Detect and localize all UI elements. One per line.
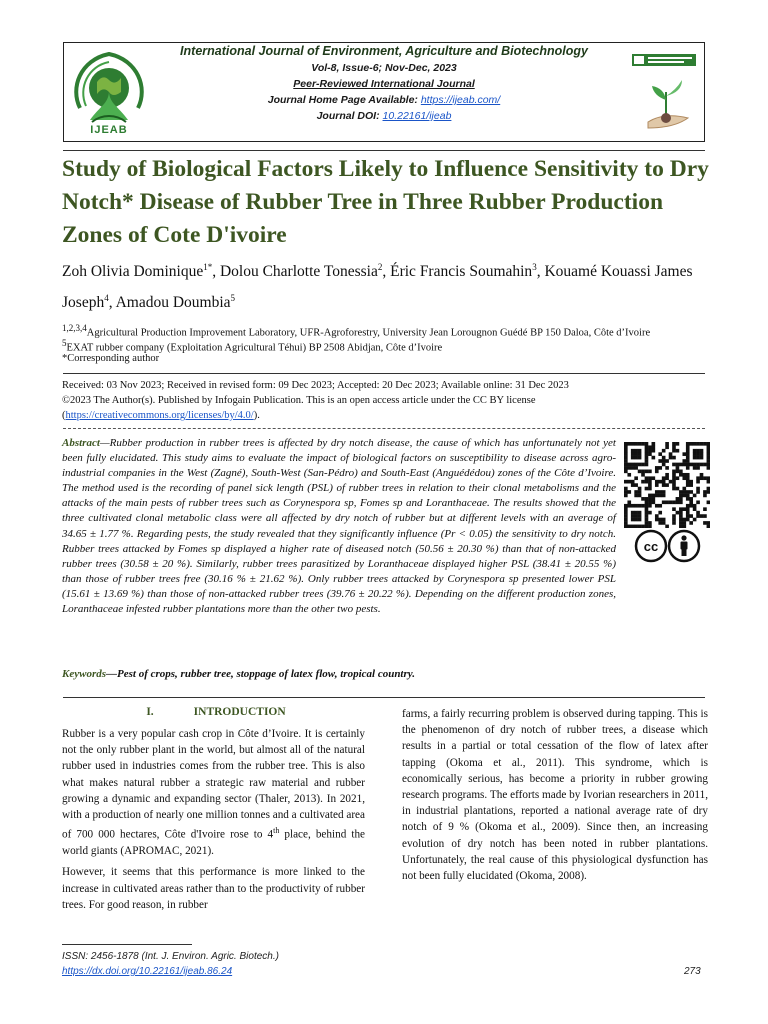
keywords-label: Keywords <box>62 668 106 680</box>
license-link[interactable]: https://creativecommons.org/licenses/by/4.0/ <box>65 410 254 421</box>
dates-divider-top <box>63 373 705 374</box>
right-column <box>402 706 708 889</box>
abstract-divider-top <box>63 428 705 429</box>
affiliation-1-text: Agricultural Production Improvement Laboratory, UFR-Agroforestry, University Jean Lorougnon Guédé BP 150 Daloa, Côte d’Ivoire <box>86 327 651 339</box>
left-column <box>62 726 365 918</box>
home-label: Journal Home Page Available: <box>267 94 421 106</box>
intro-paragraph-2: However, it seems that this performance is more linked to the increase in cultivated areas rather than to the productivity of rubber trees. For good reason, in rubber <box>62 866 365 911</box>
abstract-text: —Rubber production in rubber trees is affected by dry notch disease, the cause of which has unfortunately not yet been fully elucidated. This study aims to evaluate the impact of biological factors on susceptibility to disease across agro-industrial companies in the West (Zagné), South-West (San-Pédro) and South-East (Anguédédou) zones of the Côte d’Ivoire. The method used is the recording of panel sick length (PSL) of rubber trees in relation to their clonal metabolisms and the attacks of the main pests of rubber trees such as Corynespora sp, Fomes sp and Loranthaceae. The results showed that the three cultivated clonal metabolic class were all affected by dry notch of rubber but at different levels with an average of 34.65 ± 1.77 %. Regarding pests, the study revealed that they significantly influence (Pr < 0.05) the sensitivity to dry notch. Rubber trees attacked by Fomes sp displayed a higher rate of diseased notch (50.56 ± 20.30 %) than that of non-attacked rubber trees (30.58 ± 20 %). Similarly, rubber trees parasitized by Loranthaceae displayed higher PSL (38.41 ± 20.55 %) than those of rubber trees free (30.16 % ± 21.62 %). Only rubber trees attacked by Corynespora sp presented lower PSL (15.61 ± 13.69 %) than those of non-attacked rubber trees (39.76 ± 20.22 %). Depending on the different production zones, Loranthaceae infested rubber plantations more than the other two pests. <box>62 437 616 616</box>
journal-issue: Vol-8, Issue-6; Nov-Dec, 2023 <box>311 62 457 74</box>
keywords <box>62 668 712 680</box>
corresponding-note: *Corresponding author <box>62 353 160 364</box>
home-link[interactable]: https://ijeab.com/ <box>420 94 501 106</box>
author-list <box>62 254 712 316</box>
affiliation-1-sup: 1,2,3,4 <box>62 323 87 333</box>
cc-by-license-icon <box>634 528 702 564</box>
page-number: 273 <box>684 966 701 977</box>
author-2-sup: 2 <box>377 262 383 272</box>
doi-link[interactable]: 10.22161/ijeab <box>382 110 452 122</box>
article-dates <box>62 378 702 423</box>
author-5: , Amadou Doumbia <box>108 294 231 312</box>
intro-p1-sup: th <box>273 826 280 836</box>
received-dates: Received: 03 Nov 2023; Received in revised form: 09 Dec 2023; Accepted: 20 Dec 2023; Available online: 31 Dec 2023 <box>62 380 569 391</box>
svg-text:cc: cc <box>643 539 659 554</box>
logo-text: IJEAB <box>90 124 128 136</box>
affiliation-2-text: EXAT rubber company (Exploitation Agricultural Téhui) BP 2508 Abidjan, Côte d’Ivoire <box>66 342 443 354</box>
abstract-divider-bottom <box>63 697 705 698</box>
intro-paragraph-3: farms, a fairly recurring problem is observed during tapping. This is the phenomenon of dry notch of rubber trees, a disease which results in a partial or total cessation of the flow of latex after tapping (Okoma et al., 2011). This syndrome, which is economically serious, has become a priority in rubber growing research programs. The efforts made by Ivorian researchers in 2011, in industrial plantations, reported a national average rate of dry notch of 9 % (Okoma et al., 2009). Since then, an increasing evolution of dry notch has been noted in rubber plantations. Unfortunately, the real cause of this physiological dysfunction has not been fully elucidated (Okoma, 2008). <box>402 708 708 883</box>
footer-doi-link[interactable]: https://dx.doi.org/10.22161/ijeab.86.24 <box>62 966 233 977</box>
peer-reviewed-label <box>63 78 705 90</box>
affiliation-2-sup: 5 <box>62 338 67 348</box>
license-close: ). <box>253 410 260 421</box>
author-1: Zoh Olivia Dominique <box>62 263 204 281</box>
license-line <box>62 408 702 423</box>
journal-name: International Journal of Environment, Agriculture and Biotechnology <box>180 44 588 58</box>
intro-p1-text: Rubber is a very popular cash crop in Côte d’Ivoire. It is certainly not the only rubber plant in the world, but almost all of the natural rubber used in industries comes from the rubber tree. This is also what makes natural rubber a strategic raw material and rubber growing a dynamic and expanding sector (Thaler, 2013). In 2021, with a production of nearly one million tonnes and a cultivated area of 700 000 hectares, Côte d'Ivoire rose to 4 <box>62 728 365 841</box>
author-3: , Éric Francis Soumahin <box>382 263 533 281</box>
author-3-sup: 3 <box>532 262 537 272</box>
paper-title: Study of Biological Factors Likely to Influence Sensitivity to Dry Notch* Disease of Rubber Tree in Three Rubber Production Zones of Cote D'ivoire <box>62 156 709 248</box>
author-4-sup: 4 <box>104 293 109 304</box>
copyright-line: ©2023 The Author(s). Published by Infogain Publication. This is an open access article under the CC BY license <box>62 395 536 406</box>
qr-code[interactable] <box>624 442 710 528</box>
author-5-sup: 5 <box>230 293 236 304</box>
intro-p1-end: place, behind the world giants (APROMAC, 2021). <box>62 828 366 858</box>
intro-paragraph-1 <box>62 726 365 859</box>
peer-reviewed-text: Peer-Reviewed International Journal <box>293 78 475 90</box>
journal-home-line <box>63 94 705 106</box>
author-2: , Dolou Charlotte Tonessia <box>212 263 378 281</box>
journal-doi-line <box>63 110 705 122</box>
section-title: INTRODUCTION <box>193 706 286 718</box>
section-heading <box>62 706 370 718</box>
abstract-label: Abstract <box>62 437 100 449</box>
abstract <box>62 436 616 617</box>
header-divider <box>63 150 705 151</box>
section-number: I. <box>146 706 154 718</box>
footer-divider <box>62 944 192 945</box>
author-1-sup: 1* <box>203 262 213 272</box>
license-open: ( <box>62 410 66 421</box>
keywords-text: —Pest of crops, rubber tree, stoppage of latex flow, tropical country. <box>106 668 415 680</box>
footer-issn: ISSN: 2456-1878 (Int. J. Environ. Agric. Biotech.) <box>62 951 279 962</box>
doi-label: Journal DOI: <box>316 110 383 122</box>
author-4: , Kouamé Kouassi James Joseph <box>62 263 693 312</box>
